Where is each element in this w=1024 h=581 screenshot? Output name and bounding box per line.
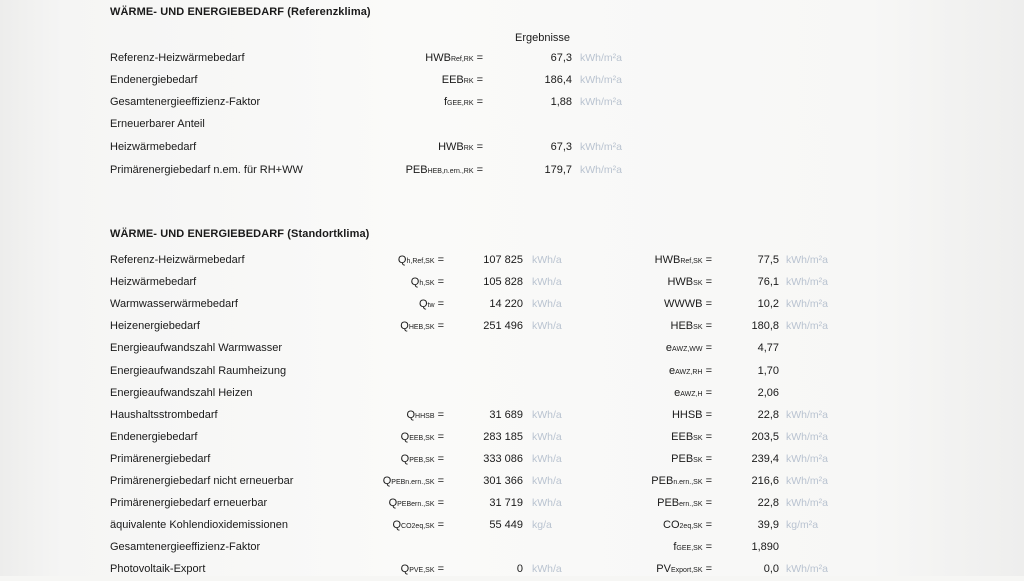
- quantity-unit: kWh/a: [532, 563, 562, 576]
- symbol-main: Q: [397, 254, 407, 266]
- row-label: Heizwärmebedarf: [110, 276, 197, 289]
- quantity-unit: kg/a: [532, 519, 552, 532]
- symbol-main: Q: [406, 408, 416, 421]
- specific-value: 4,77: [757, 342, 779, 355]
- symbol-subscript: GEE,SK: [676, 545, 703, 553]
- specific-symbol: [657, 497, 712, 509]
- symbol-main: HWB: [425, 52, 451, 64]
- equals-sign: =: [705, 563, 712, 576]
- specific-value: 10,2: [757, 298, 779, 311]
- equals-sign: =: [705, 298, 712, 311]
- table-row: [0, 519, 1024, 537]
- specific-value: 1,70: [757, 364, 779, 377]
- equals-sign: =: [476, 74, 483, 86]
- symbol-main: HWB: [438, 141, 464, 153]
- equals-sign: =: [437, 430, 444, 443]
- specific-unit: kWh/m²a: [786, 452, 828, 465]
- specific-value: 22,8: [757, 497, 779, 510]
- equals-sign: =: [705, 364, 712, 377]
- equals-sign: =: [705, 475, 712, 487]
- symbol-main: Q: [400, 563, 410, 576]
- symbol-main: e: [665, 342, 673, 355]
- row-label: Gesamtenergieeffizienz-Faktor: [110, 96, 261, 108]
- symbol-subscript: RK: [463, 145, 474, 152]
- equals-sign: =: [437, 320, 444, 333]
- symbol-main: CO: [663, 519, 680, 532]
- equals-sign: =: [705, 452, 712, 465]
- quantity-symbol: [389, 497, 444, 509]
- quantity-value: 31 719: [489, 497, 523, 510]
- row-value: 1,88: [550, 96, 572, 108]
- equals-sign: =: [705, 408, 712, 421]
- row-symbol: [425, 52, 483, 64]
- specific-unit: kg/m²a: [786, 519, 819, 532]
- quantity-symbol: [383, 475, 444, 487]
- symbol-subscript: SK: [693, 434, 703, 442]
- specific-value: 0,0: [763, 563, 779, 576]
- row-label: Primärenergiebedarf n.em. für RH+WW: [110, 164, 303, 176]
- symbol-main: Q: [400, 320, 409, 333]
- row-label: Referenz-Heizwärmebedarf: [110, 254, 245, 266]
- symbol-main: PEB: [671, 452, 694, 465]
- symbol-main: EEB: [441, 74, 464, 86]
- quantity-symbol: [401, 563, 444, 575]
- symbol-main: Q: [400, 430, 410, 443]
- quantity-symbol: [400, 320, 444, 332]
- table-row: [0, 497, 1024, 515]
- specific-symbol: [667, 276, 712, 288]
- equals-sign: =: [705, 541, 712, 554]
- symbol-subscript: PVE,SK: [409, 567, 435, 575]
- quantity-unit: kWh/a: [532, 254, 562, 266]
- symbol-subscript: SK: [693, 280, 703, 288]
- table-row: [0, 276, 1024, 294]
- symbol-main: PEB: [657, 497, 680, 510]
- equals-sign: =: [437, 298, 444, 311]
- symbol-subscript: CO2eq,SK: [401, 523, 435, 531]
- table-row: [0, 387, 1024, 405]
- equals-sign: =: [437, 254, 444, 266]
- quantity-value: 105 828: [483, 276, 523, 289]
- row-label: Haushaltsstrombedarf: [110, 408, 218, 421]
- specific-unit: kWh/m²a: [786, 320, 828, 333]
- table-row: [0, 365, 1024, 383]
- symbol-main: e: [674, 386, 681, 399]
- specific-symbol: [671, 320, 712, 332]
- specific-symbol: [664, 298, 712, 310]
- row-label: Primärenergiebedarf erneuerbar: [110, 497, 268, 510]
- results-header: Ergebnisse: [515, 32, 571, 44]
- row-unit: kWh/m²a: [580, 52, 622, 64]
- quantity-symbol: [401, 431, 444, 443]
- symbol-subscript: HHSB: [415, 412, 435, 420]
- symbol-main: e: [669, 364, 676, 377]
- symbol-subscript: Ref,RK: [450, 56, 474, 63]
- equals-sign: =: [705, 276, 712, 289]
- specific-unit: kWh/m²a: [786, 475, 828, 487]
- symbol-subscript: AWZ,WW: [672, 346, 703, 354]
- quantity-symbol: [398, 254, 444, 266]
- equals-sign: =: [705, 386, 712, 399]
- symbol-main: EEB: [671, 430, 694, 443]
- quantity-value: 55 449: [489, 519, 523, 532]
- symbol-subscript: HEB,SK: [408, 324, 435, 332]
- quantity-value: 107 825: [483, 254, 523, 266]
- specific-symbol: [673, 541, 712, 553]
- quantity-value: 283 185: [483, 430, 523, 443]
- equals-sign: =: [476, 96, 483, 108]
- quantity-unit: kWh/a: [532, 408, 562, 421]
- specific-symbol: [666, 342, 712, 354]
- symbol-subscript: Ref,SK: [680, 258, 703, 265]
- specific-unit: kWh/m²a: [786, 276, 828, 289]
- symbol-subscript: ern.,SK: [679, 501, 703, 509]
- equals-sign: =: [437, 497, 444, 510]
- specific-symbol: [656, 563, 712, 575]
- section-title-referenzklima: WÄRME- UND ENERGIEBEDARF (Referenzklima): [110, 6, 371, 18]
- table-row: [0, 409, 1024, 427]
- symbol-main: HWB: [654, 254, 681, 266]
- table-row: [0, 453, 1024, 471]
- row-label: Heizwärmebedarf: [110, 141, 197, 153]
- equals-sign: =: [437, 563, 444, 576]
- specific-value: 76,1: [757, 276, 779, 289]
- equals-sign: =: [437, 519, 444, 532]
- symbol-main: f: [673, 541, 677, 554]
- quantity-symbol: [419, 298, 444, 310]
- equals-sign: =: [476, 52, 483, 64]
- quantity-symbol: [406, 409, 444, 421]
- symbol-main: HEB: [670, 320, 694, 333]
- quantity-unit: kWh/a: [532, 320, 562, 333]
- symbol-subscript: GEE,RK: [447, 100, 474, 107]
- row-label: Erneuerbarer Anteil: [110, 118, 205, 130]
- equals-sign: =: [705, 497, 712, 510]
- symbol-main: HWB: [667, 276, 694, 289]
- row-value: 186,4: [544, 74, 572, 86]
- table-row: [0, 118, 1024, 136]
- specific-value: 180,8: [751, 320, 779, 333]
- symbol-main: Q: [418, 298, 428, 311]
- equals-sign: =: [705, 254, 712, 266]
- row-label: Endenergiebedarf: [110, 74, 198, 86]
- quantity-symbol: [392, 519, 444, 531]
- quantity-unit: kWh/a: [532, 497, 562, 510]
- quantity-value: 333 086: [483, 452, 523, 465]
- table-row: [0, 96, 1024, 114]
- equals-sign: =: [437, 276, 444, 289]
- symbol-main: Q: [410, 276, 420, 289]
- symbol-main: PV: [656, 563, 671, 576]
- table-row: [0, 563, 1024, 581]
- equals-sign: =: [437, 475, 444, 487]
- equals-sign: =: [705, 342, 712, 355]
- quantity-unit: kWh/a: [532, 452, 562, 465]
- row-label: Referenz-Heizwärmebedarf: [110, 52, 245, 64]
- row-unit: kWh/m²a: [580, 74, 622, 86]
- quantity-value: 301 366: [483, 475, 523, 487]
- symbol-subscript: PEBn.ern.,SK: [391, 479, 435, 486]
- equals-sign: =: [705, 320, 712, 333]
- quantity-value: 0: [516, 563, 523, 576]
- specific-symbol: [663, 519, 712, 531]
- symbol-subscript: tw: [427, 302, 435, 310]
- equals-sign: =: [476, 164, 483, 176]
- quantity-symbol: [401, 453, 444, 465]
- quantity-value: 251 496: [483, 320, 523, 333]
- section-title-standortklima: WÄRME- UND ENERGIEBEDARF (Standortklima): [110, 228, 370, 240]
- row-label: Energieaufwandszahl Heizen: [110, 386, 253, 399]
- specific-symbol: [671, 431, 712, 443]
- specific-value: 203,5: [751, 430, 779, 443]
- specific-value: 239,4: [751, 452, 779, 465]
- specific-unit: kWh/m²a: [786, 497, 828, 510]
- equals-sign: =: [437, 452, 444, 465]
- specific-value: 216,6: [751, 475, 779, 487]
- specific-value: 39,9: [757, 519, 779, 532]
- symbol-main: WWWB: [664, 298, 703, 311]
- row-label: Primärenergiebedarf: [110, 452, 211, 465]
- specific-unit: kWh/m²a: [786, 254, 828, 266]
- quantity-symbol: [411, 276, 444, 288]
- symbol-subscript: SK: [693, 456, 703, 464]
- row-label: äquivalente Kohlendioxidemissionen: [110, 519, 288, 532]
- symbol-subscript: PEBern.,SK: [397, 501, 435, 509]
- row-label: Endenergiebedarf: [110, 430, 198, 443]
- symbol-main: PEB: [405, 164, 428, 176]
- specific-unit: kWh/m²a: [786, 563, 828, 576]
- equals-sign: =: [437, 408, 444, 421]
- table-row: [0, 475, 1024, 493]
- specific-symbol: [669, 365, 712, 377]
- specific-value: 1,890: [751, 541, 779, 554]
- equals-sign: =: [705, 430, 712, 443]
- table-row: [0, 342, 1024, 360]
- symbol-main: Q: [388, 497, 398, 510]
- table-row: [0, 164, 1024, 182]
- table-row: [0, 320, 1024, 338]
- symbol-main: Q: [400, 452, 410, 465]
- quantity-unit: kWh/a: [532, 475, 562, 487]
- symbol-subscript: RK: [463, 78, 474, 85]
- table-row: [0, 541, 1024, 559]
- row-value: 67,3: [550, 141, 572, 153]
- row-label: Energieaufwandszahl Raumheizung: [110, 364, 287, 377]
- row-unit: kWh/m²a: [580, 96, 622, 108]
- row-label: Heizenergiebedarf: [110, 320, 200, 333]
- specific-unit: kWh/m²a: [786, 408, 828, 421]
- table-row: [0, 74, 1024, 92]
- row-symbol: [406, 164, 483, 176]
- specific-value: 22,8: [757, 408, 779, 421]
- table-row: [0, 298, 1024, 316]
- table-row: [0, 254, 1024, 272]
- row-label: Warmwasserwärmebedarf: [110, 298, 238, 311]
- specific-unit: kWh/m²a: [786, 298, 828, 311]
- specific-symbol: [651, 475, 712, 487]
- symbol-subscript: h,Ref,SK: [406, 258, 435, 265]
- specific-value: 2,06: [757, 386, 779, 399]
- symbol-subscript: AWZ,H: [680, 390, 703, 398]
- symbol-subscript: SK: [693, 324, 703, 332]
- quantity-unit: kWh/a: [532, 298, 562, 311]
- symbol-subscript: Export,SK: [670, 567, 703, 575]
- row-unit: kWh/m²a: [580, 141, 622, 153]
- specific-symbol: [671, 453, 712, 465]
- row-value: 67,3: [550, 52, 572, 64]
- row-symbol: [444, 96, 483, 108]
- symbol-main: Q: [392, 519, 402, 532]
- symbol-main: HHSB: [671, 408, 703, 421]
- row-symbol: [442, 74, 483, 86]
- symbol-subscript: 2eq,SK: [679, 523, 703, 531]
- equals-sign: =: [476, 141, 483, 153]
- row-label: Energieaufwandszahl Warmwasser: [110, 342, 282, 355]
- table-row: [0, 141, 1024, 159]
- specific-symbol: [672, 409, 712, 421]
- table-row: [0, 52, 1024, 70]
- row-symbol: [438, 141, 483, 153]
- quantity-value: 14 220: [489, 298, 523, 311]
- specific-symbol: [655, 254, 712, 266]
- quantity-value: 31 689: [489, 408, 523, 421]
- specific-symbol: [674, 387, 712, 399]
- row-label: Photovoltaik-Export: [110, 563, 206, 576]
- symbol-main: Q: [382, 475, 392, 487]
- row-value: 179,7: [544, 164, 572, 176]
- symbol-subscript: EEB,SK: [409, 434, 435, 442]
- row-unit: kWh/m²a: [580, 164, 622, 176]
- symbol-subscript: h,SK: [419, 280, 435, 288]
- table-row: [0, 431, 1024, 449]
- symbol-subscript: HEB,n.ern.,RK: [427, 168, 474, 175]
- quantity-unit: kWh/a: [532, 276, 562, 289]
- symbol-subscript: PEB,SK: [409, 456, 435, 464]
- specific-value: 77,5: [757, 254, 779, 266]
- equals-sign: =: [705, 519, 712, 532]
- row-label: Gesamtenergieeffizienz-Faktor: [110, 541, 261, 554]
- symbol-subscript: AWZ,RH: [675, 368, 703, 376]
- symbol-main: f: [443, 96, 448, 108]
- quantity-unit: kWh/a: [532, 430, 562, 443]
- row-label: Primärenergiebedarf nicht erneuerbar: [110, 475, 294, 487]
- specific-unit: kWh/m²a: [786, 430, 828, 443]
- symbol-main: PEB: [651, 475, 674, 487]
- symbol-subscript: n.ern.,SK: [673, 479, 703, 486]
